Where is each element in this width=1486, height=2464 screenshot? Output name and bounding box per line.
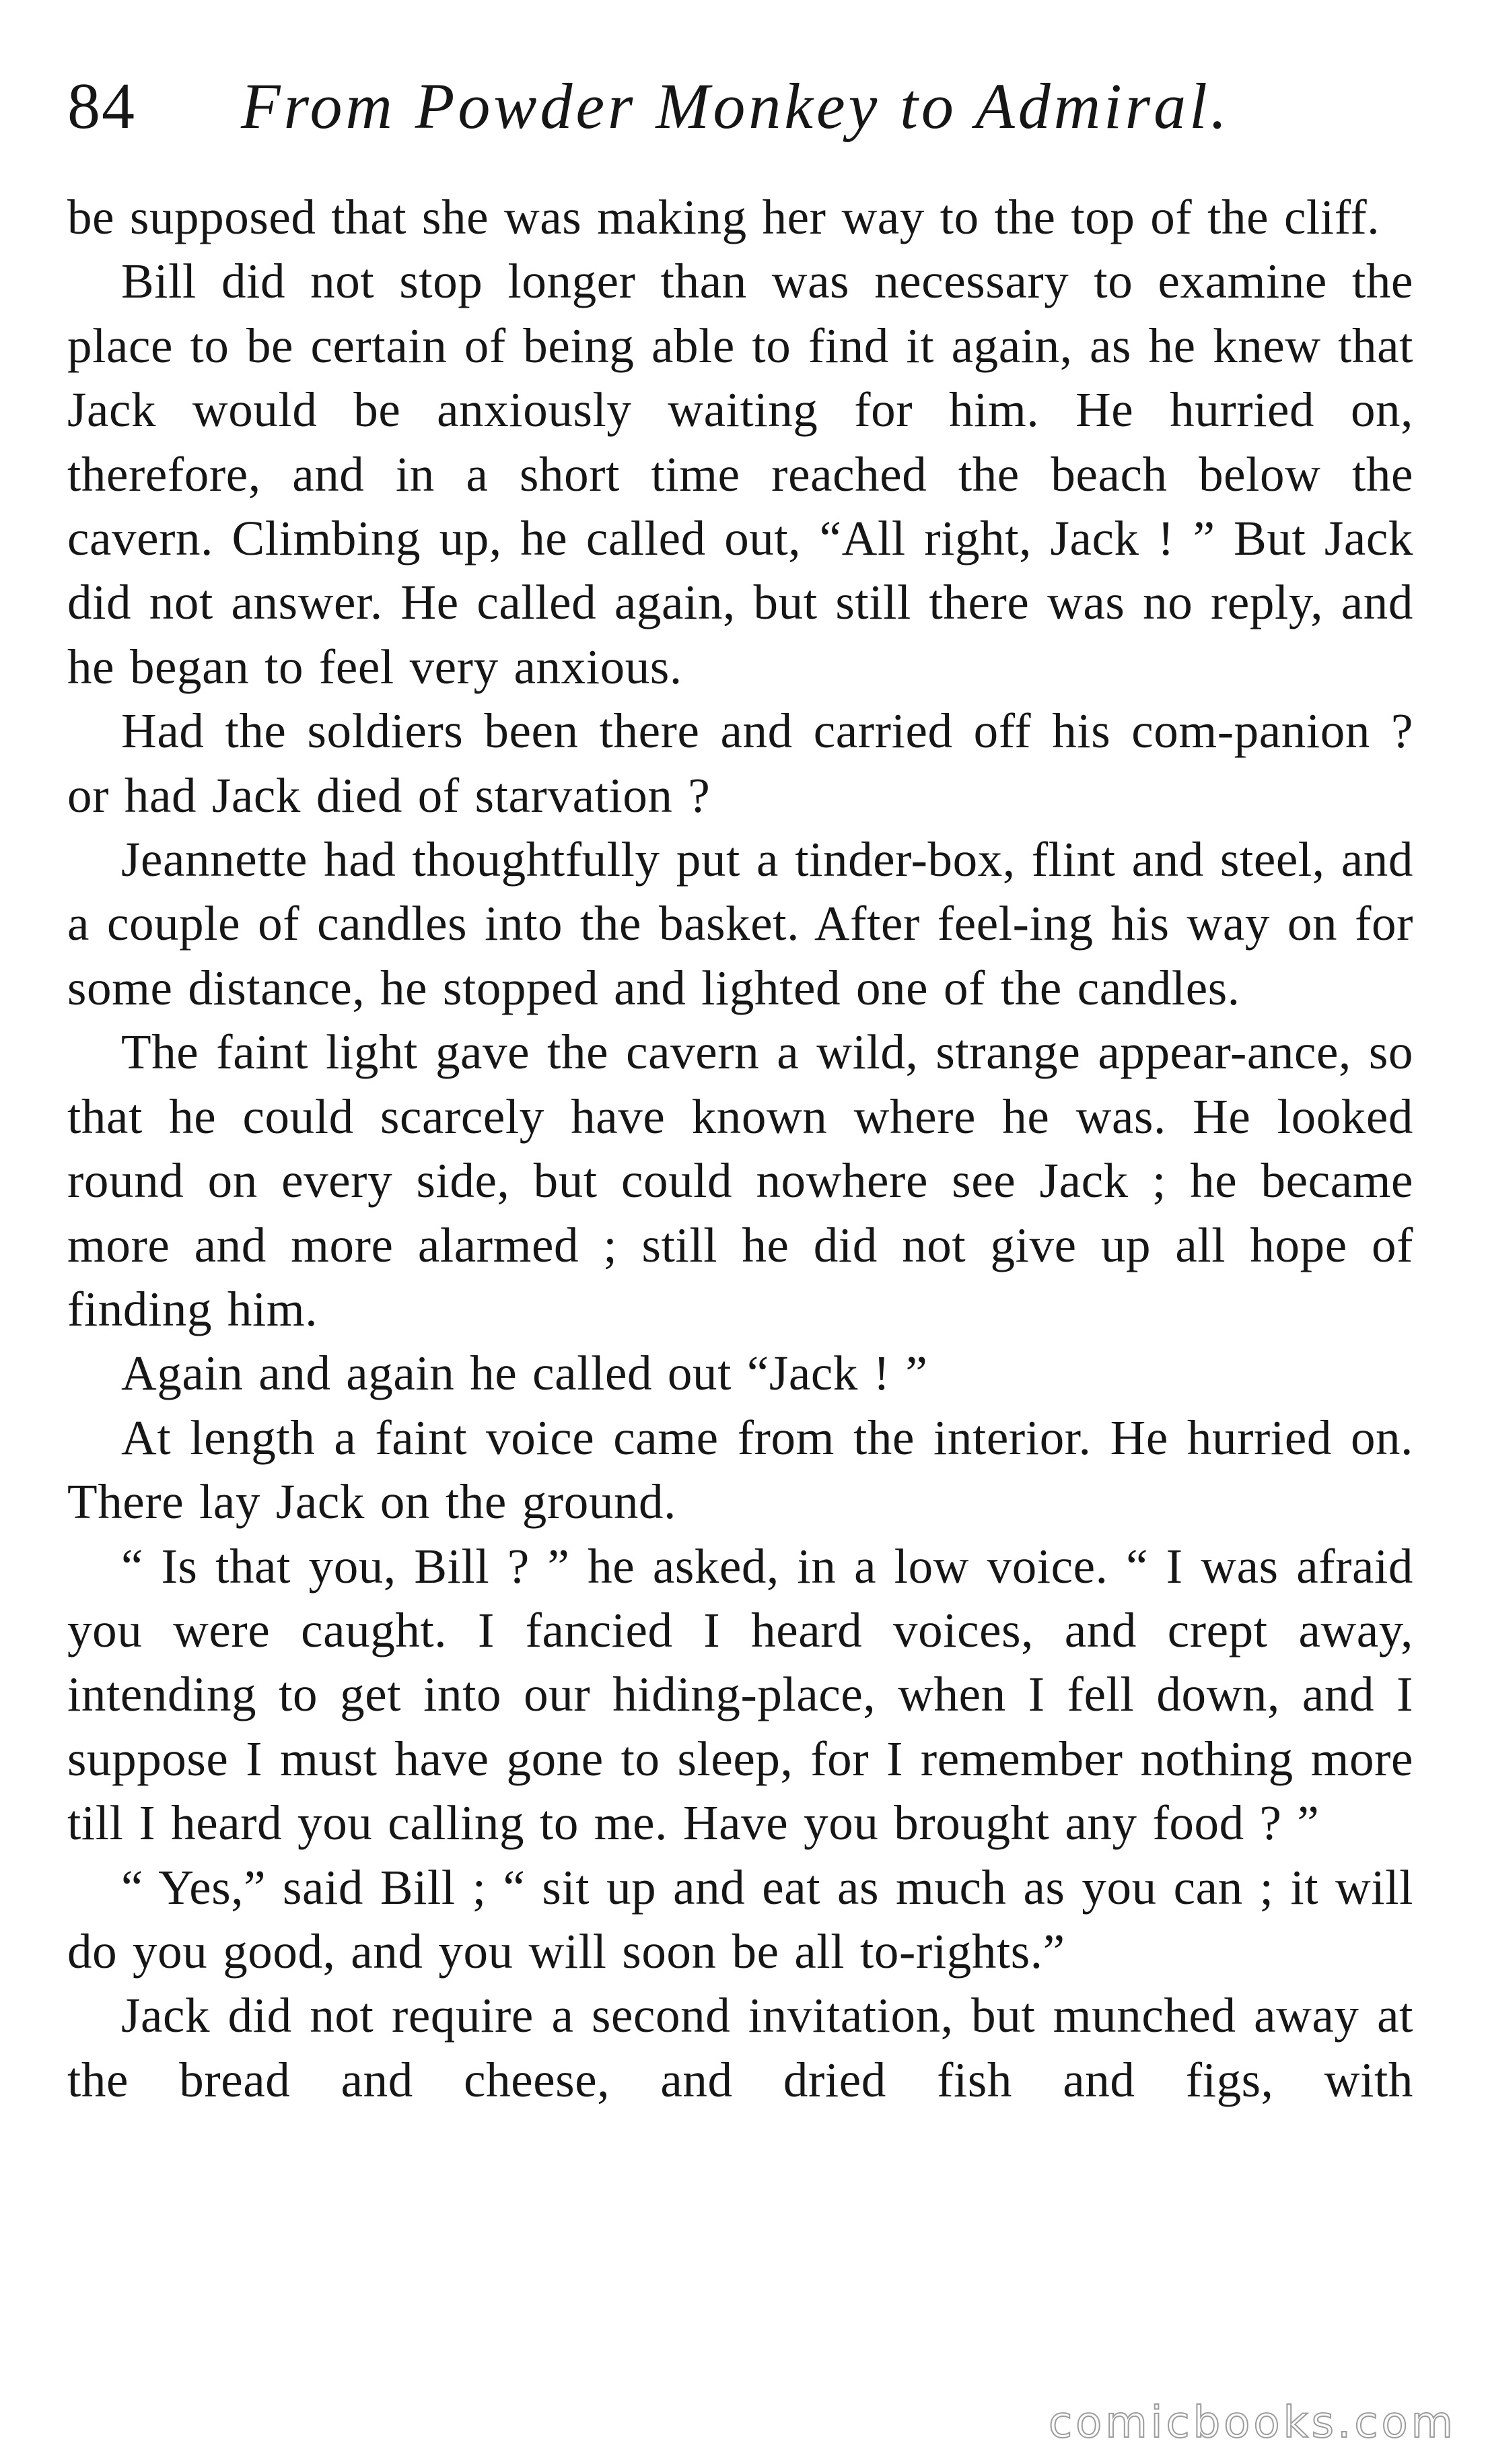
page-number: 84 (67, 70, 136, 143)
paragraph: “ Yes,” said Bill ; “ sit up and eat as much as you can ; it will do you good, and you will soon be all to-rights.” (67, 1859, 1413, 1979)
paragraph: The faint light gave the cavern a wild, strange appear-ance, so that he could scarcely have known where he was. He looked round on every side, but could nowhere see Jack ; he became more and more alarmed ; still he did not give up all hope of finding him. (67, 1025, 1413, 1336)
paragraph: At length a faint voice came from the interior. He hurried on. There lay Jack on the ground. (67, 1410, 1413, 1530)
running-title: From Powder Monkey to Admiral. (241, 70, 1230, 142)
paragraph: Had the soldiers been there and carried off his com-panion ? or had Jack died of starvation ? (67, 704, 1413, 823)
paragraph: Jack did not require a second invitation, but munched away at the bread and cheese, and dried fish and figs, with (67, 1988, 1413, 2107)
body-text (67, 185, 1413, 2112)
paragraph: Again and again he called out “Jack ! ” (121, 1346, 928, 1401)
page-header (67, 59, 1420, 153)
paragraph: Jeannette had thoughtfully put a tinder-box, flint and steel, and a couple of candles into the basket. After feel-ing his way on for some distance, he stopped and lighted one of the candles. (67, 832, 1413, 1015)
paragraph: “ Is that you, Bill ? ” he asked, in a low voice. “ I was afraid you were caught. I fancied I heard voices, and crept away, intending to get into our hiding-place, when I fell down, and I suppose I must have gone to sleep, for I remember nothing more till I heard you calling to me. Have you brought any food ? ” (67, 1538, 1413, 1851)
paragraph: Bill did not stop longer than was necessary to examine the place to be certain of being able to find it again, as he knew that Jack would be anxiously waiting for him. He hurried on, therefore, and in a short time reached the beach below the cavern. Climbing up, he called out, “All right, Jack ! ” But Jack did not answer. He called again, but still there was no reply, and he began to feel very anxious. (67, 254, 1413, 694)
watermark: comicbooks.com (1048, 2398, 1456, 2448)
paragraph: be supposed that she was making her way to the top of the cliff. (67, 190, 1380, 244)
